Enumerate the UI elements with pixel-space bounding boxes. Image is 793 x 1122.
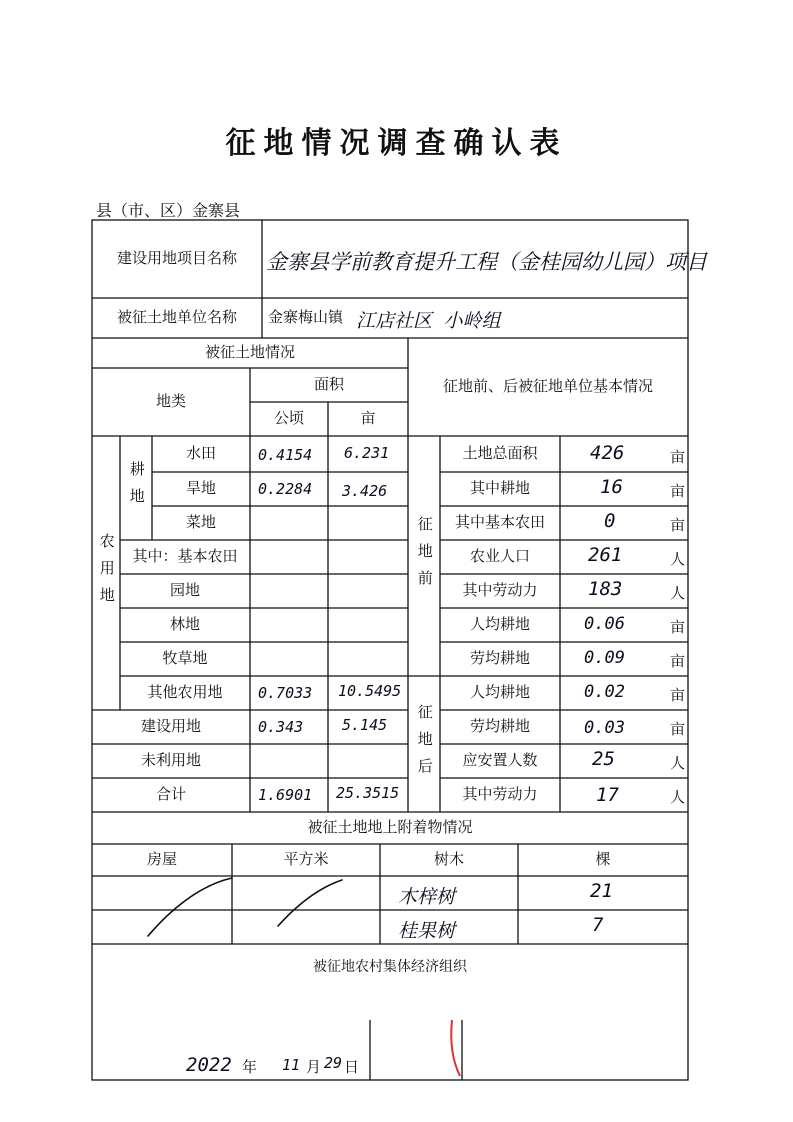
land-row-name: 园地 [169,581,200,600]
tree-count: 21 [590,880,613,902]
unit-row-unit: 亩 [670,448,686,466]
land-row-name: 建设用地 [140,717,201,736]
project-label: 建设用地项目名称 [116,249,237,268]
unit-row-value: 0.02 [584,682,625,702]
date-day-label: 日 [344,1058,360,1076]
col-sqm: 平方米 [283,850,329,869]
land-row-mu: 6.231 [344,444,390,462]
land-row-name: 菜地 [185,513,216,532]
unit-row-name: 劳均耕地 [469,717,530,736]
unit-row-unit: 亩 [670,720,686,738]
unit-label: 被征土地单位名称 [116,308,237,327]
land-row-name: 其他农用地 [147,683,223,702]
land-row-hectare: 0.2284 [258,480,313,498]
unit-row-unit: 亩 [670,482,686,500]
col-count: 棵 [595,850,611,869]
land-section-header: 被征土地情况 [204,343,295,362]
unit-row-unit: 亩 [670,516,686,534]
date-month: 11 [282,1056,301,1074]
land-row-name: 林地 [169,615,200,634]
before-label: 征地前 [415,515,434,597]
unit-row-unit: 人 [670,754,686,772]
unit-row-value: 16 [600,476,623,498]
date-year: 2022 [186,1054,232,1076]
date-year-label: 年 [242,1058,258,1076]
unit-row-value: 261 [588,544,623,566]
unit-row-value: 25 [592,748,615,770]
unit-row-unit: 亩 [670,652,686,670]
land-row-mu: 5.145 [342,716,388,734]
county-line: 县（市、区）金寨县 [96,201,241,220]
tree-name: 木梓树 [398,886,456,908]
land-row-hectare: 0.7033 [258,684,313,702]
hectare-label: 公顷 [273,409,304,428]
unit-row-name: 其中劳动力 [462,785,538,804]
land-row-name: 未利用地 [140,751,201,770]
land-row-hectare: 0.343 [258,718,304,736]
land-row-hectare: 0.4154 [258,446,313,464]
unit-row-value: 183 [588,578,623,600]
land-type-label: 地类 [155,392,186,411]
unit-row-name: 劳均耕地 [469,649,530,668]
land-row-name: 水田 [185,444,216,463]
page-title: 征地情况调查确认表 [225,126,568,161]
unit-row-value: 426 [590,442,625,464]
unit-row-unit: 人 [670,788,686,806]
unit-row-name: 其中基本农田 [454,513,545,532]
col-house: 房屋 [146,850,177,869]
attachments-header: 被征土地地上附着物情况 [307,818,473,837]
unit-row-value: 0.03 [584,718,625,738]
after-label: 征地后 [415,703,434,785]
land-row-mu: 10.5495 [338,682,402,700]
land-row-name: 合计 [155,785,186,804]
unit-row-value: 0 [604,510,616,532]
unit-row-name: 应安置人数 [462,751,538,770]
unit-section-header: 征地前、后被征地单位基本情况 [442,377,653,396]
land-row-name: 旱地 [185,479,216,498]
date-month-label: 月 [306,1058,322,1076]
tree-count: 7 [592,914,604,936]
unit-row-name: 人均耕地 [469,615,530,634]
unit-row-unit: 亩 [670,686,686,704]
org-label: 被征地农村集体经济组织 [313,959,467,975]
land-row-mu: 25.3515 [336,784,400,802]
mu-label: 亩 [360,409,376,428]
unit-row-name: 土地总面积 [462,444,538,463]
unit-handwritten: 江店社区 小岭组 [356,310,501,332]
unit-row-value: 0.09 [584,648,625,668]
unit-row-name: 其中耕地 [469,479,530,498]
unit-row-name: 人均耕地 [469,683,530,702]
land-row-name: 牧草地 [162,649,208,668]
unit-row-unit: 人 [670,550,686,568]
area-label: 面积 [313,375,344,394]
tree-name: 桂果树 [398,920,456,942]
col-tree: 树木 [433,850,464,869]
project-name-handwritten: 金寨县学前教育提升工程（金桂园幼儿园）项目 [266,250,707,274]
land-row-mu: 3.426 [342,482,388,500]
unit-row-unit: 人 [670,584,686,602]
arable-land-label: 耕地 [127,461,146,515]
date-day: 29 [324,1054,343,1072]
unit-row-unit: 亩 [670,618,686,636]
unit-prefix: 金寨梅山镇 [268,308,344,327]
land-row-hectare: 1.6901 [258,786,313,804]
unit-row-name: 其中劳动力 [462,581,538,600]
unit-row-value: 17 [596,784,619,806]
unit-row-name: 农业人口 [469,547,530,566]
unit-row-value: 0.06 [584,614,625,634]
land-row-name: 其中：基本农田 [132,547,238,566]
agri-land-label: 农用地 [97,532,116,614]
